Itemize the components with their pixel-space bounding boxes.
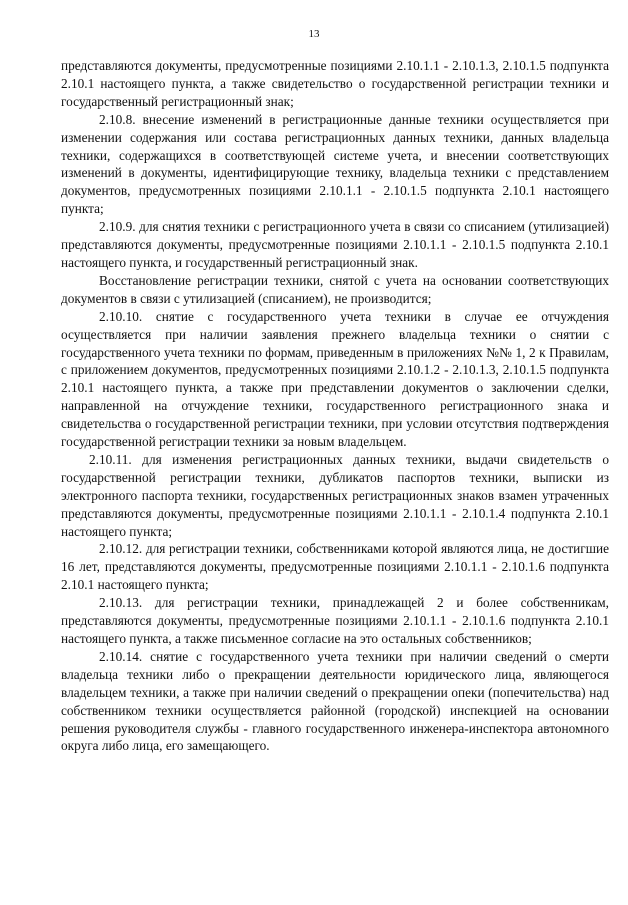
paragraph-2-10-11: 2.10.11. для изменения регистрационных данных техники, выдачи свидетельств о государственной регистрации техники, дубликатов паспортов техники, выписки из электронного паспорта техники, государственных регистрационных знаков взамен утраченных представляются документы, предусмотренные позициями 2.10.1.1 - 2.10.1.4 подпункта 2.10.1 настоящего пункта; (61, 451, 609, 539)
paragraph-2-10-8: 2.10.8. внесение изменений в регистрационные данные техники осуществляется при изменении содержания или состава регистрационных данных техники, данных владельца техники, содержащихся в соответствующей системе учета, и внесении соответствующих изменений в документы, идентифицирующие технику, владельца техники с представлением документов, предусмотренных позициями 2.10.1.1 - 2.10.1.5 подпункта 2.10.1 настоящего пункта; (61, 111, 609, 217)
page-number: 13 (308, 28, 320, 40)
paragraph-continuation: представляются документы, предусмотренные позициями 2.10.1.1 - 2.10.1.3, 2.10.1.5 подпункта 2.10.1 настоящего пункта, а также свидетельство о государственной регистрации техники и государственный регистрационный знак; (61, 58, 609, 109)
paragraph-2-10-14: 2.10.14. снятие с государственного учета техники при наличии сведений о смерти владельца техники либо о прекращении деятельности юридического лица, являющегося владельцем техники, а также при наличии сведений о прекращении опеки (попечительства) над собственником техники осуществляется районной (городской) инспекцией на основании решения руководителя службы - главного государственного инженера-инспектора автономного округа либо лица, его замещающего. (61, 648, 609, 754)
paragraph-2-10-12: 2.10.12. для регистрации техники, собственниками которой являются лица, не достигшие 16 лет, представляются документы, предусмотренные позициями 2.10.1.1 - 2.10.1.6 подпункта 2.10.1 настоящего пункта; (61, 541, 609, 593)
document-body (61, 57, 609, 755)
paragraph-2-10-9: 2.10.9. для снятия техники с регистрационного учета в связи со списанием (утилизацией) представляются документы, предусмотренные позициями 2.10.1.1 - 2.10.1.5 подпункта 2.10.1 настоящего пункта, и государственный регистрационный знак. (61, 219, 609, 270)
paragraph-restoration: Восстановление регистрации техники, снятой с учета на основании соответствующих документов в связи с утилизацией (списанием), не производится; (61, 272, 609, 306)
paragraph-2-10-10: 2.10.10. снятие с государственного учета техники в случае ее отчуждения осуществляется при наличии заявления прежнего владельца техники о снятии с государственного учета техники по формам, приведенным в приложениях №№ 1, 2 к Правилам, с приложением документов, предусмотренных позициями 2.10.1.2 - 2.10.1.3, 2.10.1.5 подпункта 2.10.1 настоящего пункта, а также при представлении документов о заключении сделки, направленной на отчуждение техники, государственного регистрационного знака и свидетельства о государственной регистрации техники, при условии отсутствия подтверждения государственной регистрации техники за новым владельцем. (61, 308, 609, 450)
paragraph-2-10-13: 2.10.13. для регистрации техники, принадлежащей 2 и более собственникам, представляются документы, предусмотренные позициями 2.10.1.1 - 2.10.1.6 подпункта 2.10.1 настоящего пункта, а также письменное согласие на это остальных собственников; (61, 595, 609, 646)
